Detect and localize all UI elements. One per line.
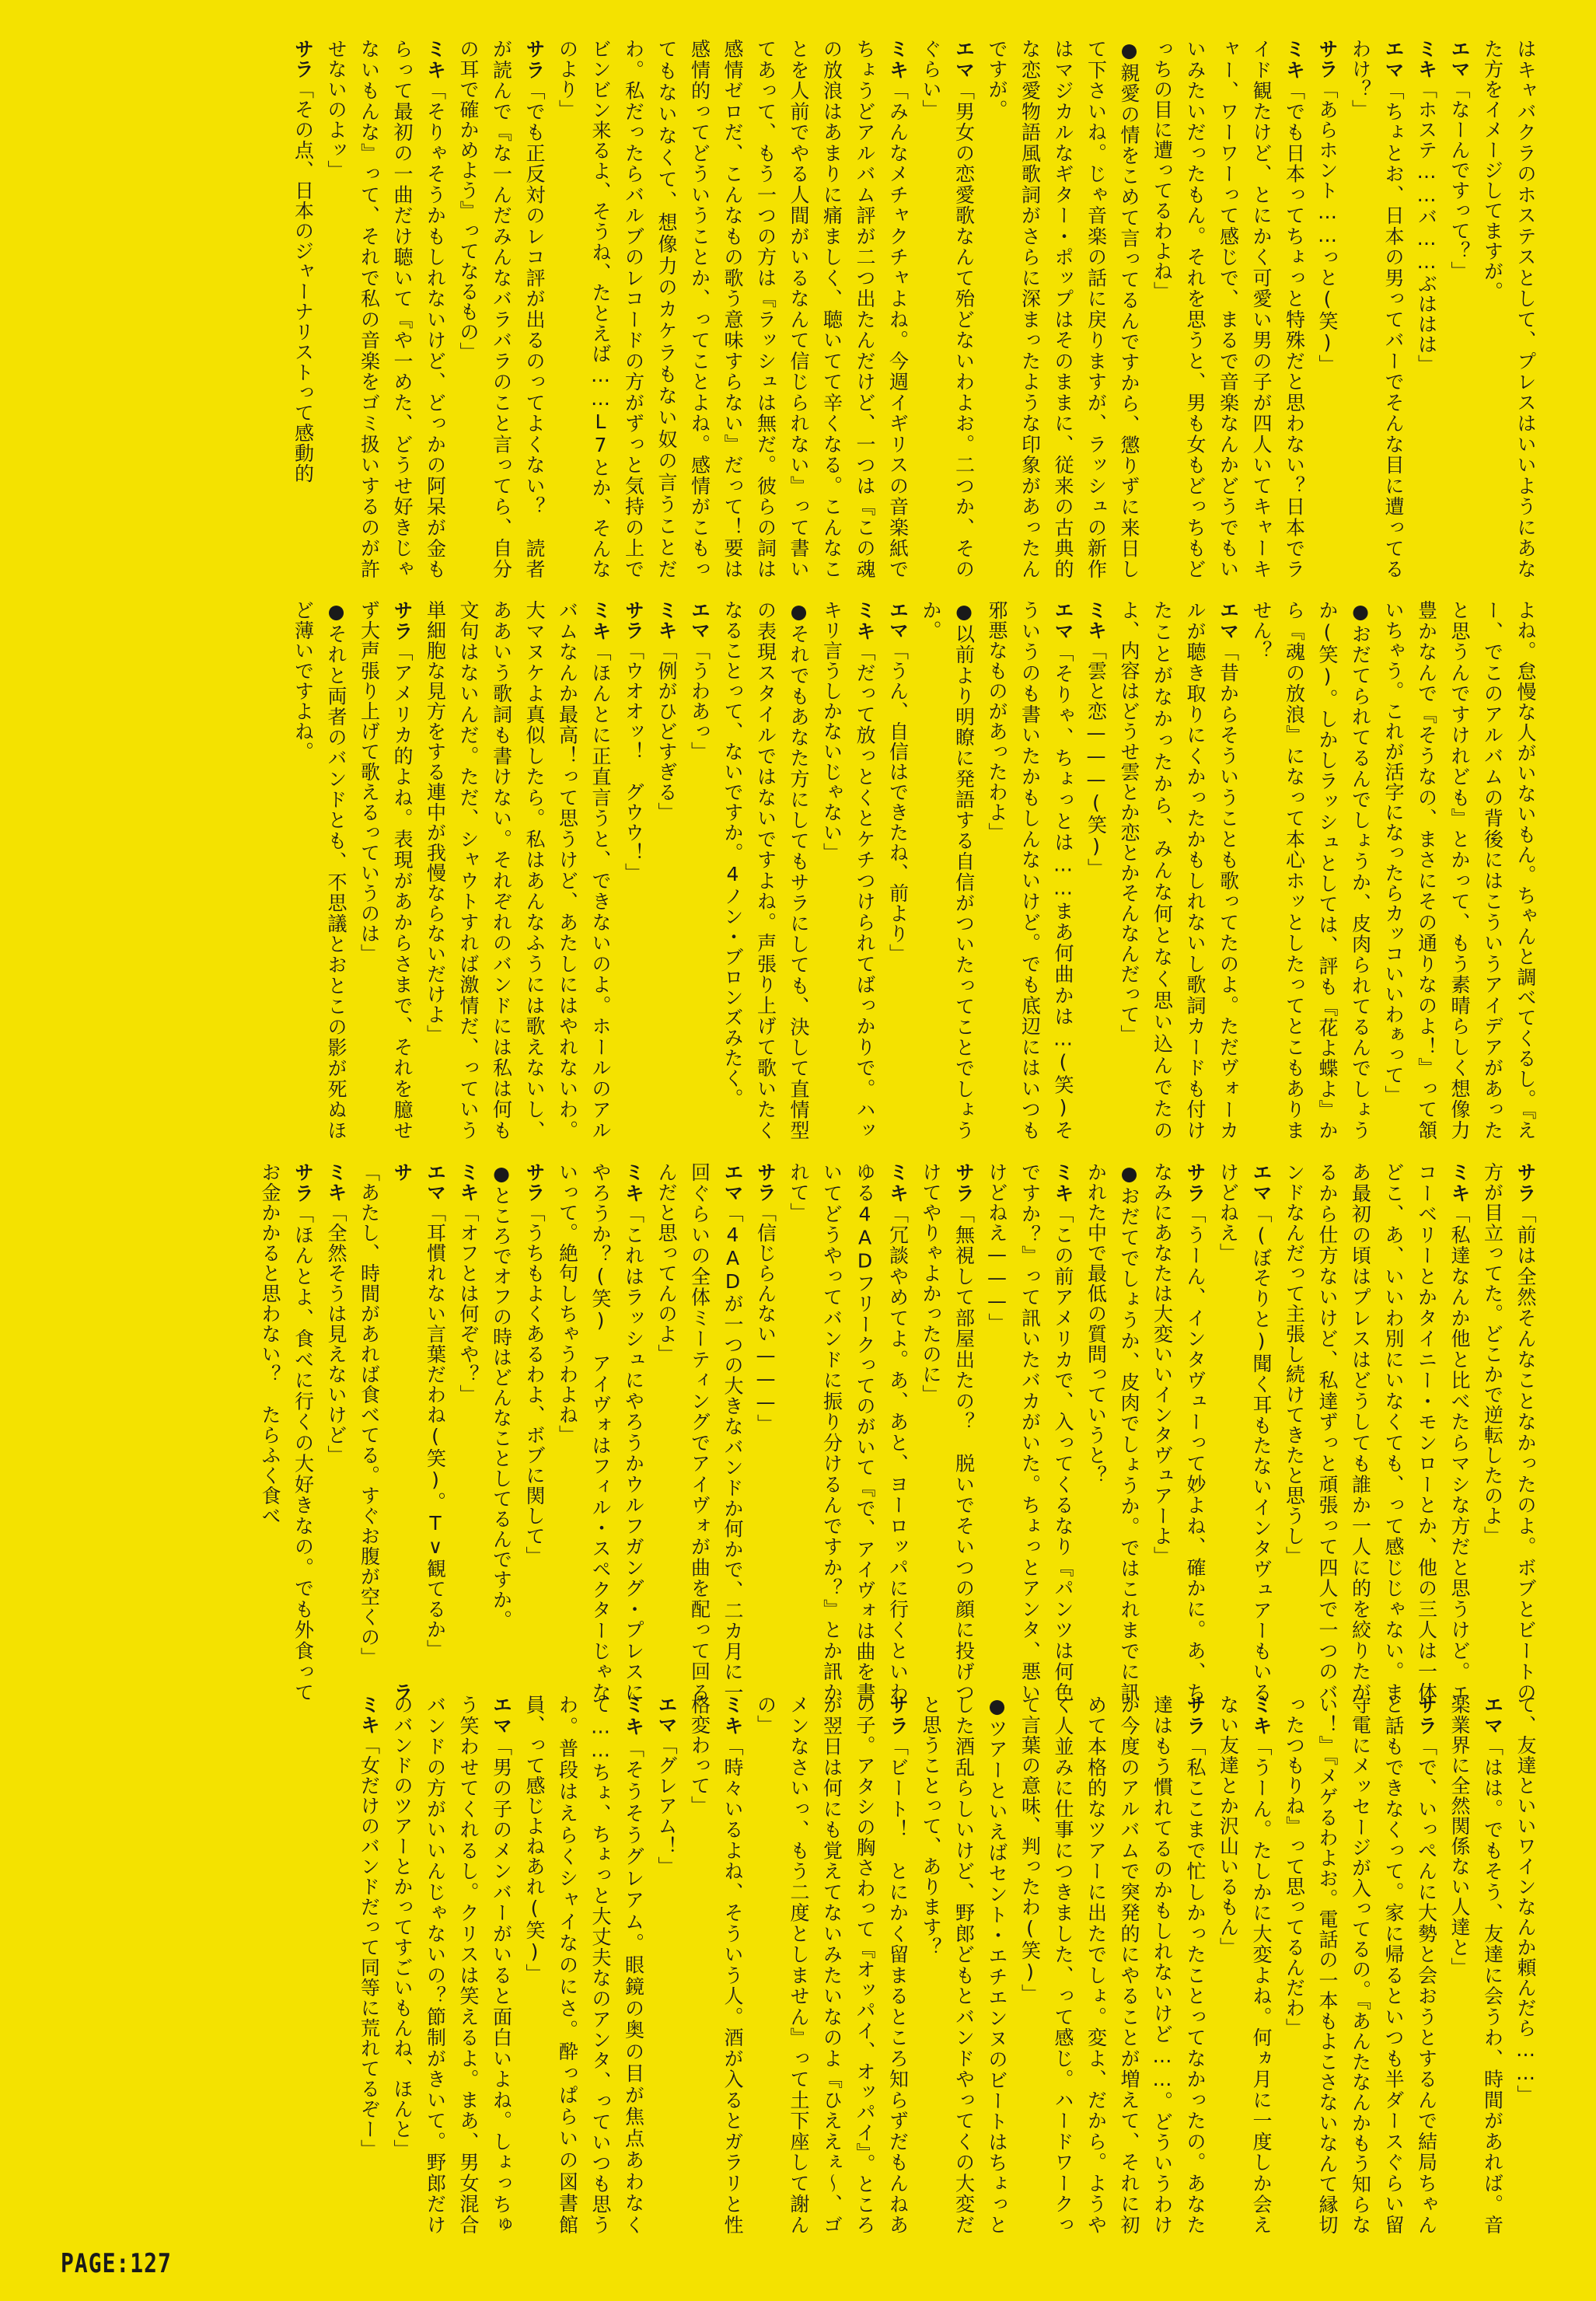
dialogue-line — [1079, 600, 1112, 1140]
dialogue-line — [749, 1162, 782, 1702]
speaker-name: エマ — [1481, 1695, 1504, 1737]
speaker-name: サラ — [391, 1162, 414, 1702]
paragraph-text: ●ツアーといえばセント・エチエンヌのビートはちょっとした酒乱らしいけど、野郎どもとバンドやってくの大変だと思うことって、あります？ — [920, 1695, 1008, 2235]
speaker-name: ミキ — [589, 600, 612, 642]
speaker-name: エマ — [1052, 600, 1074, 643]
paragraph-text: 「冗談やめてよ。あ、あと、ヨーロッパに行くといわゆる4ADフリークってのがいて『で、アイヴォは曲を書いてどうやってバンドに振り分けるんですか？』とか訊かれて」 — [788, 1162, 910, 1702]
paragraph-text: 「ほんとよ、食べに行くの大好きなの。でも外食ってお金かかると思わない？ たらふく食べ — [259, 1162, 315, 1702]
paragraph-text: 「無視して部屋出たの？ 脱いでそいつの顔に投げつけてやりゃよかったのに」 — [920, 1162, 976, 1702]
interviewer-line — [1245, 600, 1377, 1140]
speaker-name: サラ — [952, 1162, 976, 1204]
dialogue-line — [980, 1162, 1080, 1702]
page-number: PAGE:127 — [61, 2248, 172, 2279]
dialogue-line — [1211, 1695, 1277, 2235]
paragraph-text: 「全然そうは見えないけど」 — [325, 1203, 347, 1465]
dialogue-line — [352, 600, 418, 1140]
dialogue-line — [616, 600, 650, 1140]
paragraph-text: ●ところでオフの時はどんなことしてるんですか。 — [490, 1162, 513, 1630]
interviewer-line — [1377, 600, 1542, 1140]
speaker-name: ミキ — [886, 39, 910, 81]
paragraph-text: 「うーん、インタヴューって妙よね、確かに。あ、ちなみにあなたは大変いいインタヴュアーよ」 — [1151, 1162, 1207, 1702]
paragraph-text: ●おだてられてるんでしょうか、皮肉られてるんでしょうか(笑)。しかしラッシュとしては、評も『花よ蝶よ』から『魂の放浪』になって本心ホッとしたってとこもありません？ — [1250, 600, 1372, 1140]
paragraph-text: 「男の子のメンバーがいると面白いよね。しょっちゅう笑わせてくれるし。クリスは笑えるよ。まあ、男女混合バンドの方がいいんじゃないの？節制がきいて。野郎だけのバンドのツアーとかってすごいもんね、ほんと」 — [391, 1695, 513, 2235]
speaker-name: ミキ — [1283, 39, 1306, 81]
dialogue-line — [650, 600, 683, 1140]
paragraph-text: 「私達なんか他と比べたらマシな方だと思うけど。エコーベリーとかタイニー・モンローとか、他の三人は一体どこ、あ、いいわ別にいなくても、って感じじゃない。まあ最初の頃はプレスはどうしても誰か一人に的を絞りたがるから仕方ないけど、私達ずっと頑張って四人で一つのバンドなんだって主張し続けてきたと思うし」 — [1283, 1162, 1471, 1702]
paragraph-text: はキャバクラのホステスとして、プレスはいいようにあなた方をイメージしてますが。 — [1481, 39, 1537, 579]
dialogue-line — [1145, 39, 1311, 579]
paragraph-text: 「男女の恋愛歌なんて殆どないわよお。二つか、そのぐらい」 — [920, 39, 976, 579]
speaker-name: エマ — [1382, 39, 1405, 81]
dialogue-line — [1409, 39, 1443, 579]
speaker-name: ミキ — [325, 1162, 347, 1203]
speaker-name: サラ — [1184, 1695, 1207, 1737]
speaker-name: エマ — [721, 1162, 744, 1203]
speaker-name: ミキ — [1448, 1162, 1471, 1204]
dialogue-line — [550, 1162, 650, 1702]
speaker-name: サラ — [1415, 1695, 1438, 1737]
paragraph-text: 「でも正反対のレコ評が出るのってよくない？ 読者が読んで『な一んだみんなバラバラのこと言ってら、自分の耳で確かめよう』ってなるもの」 — [457, 39, 546, 579]
dialogue-line — [418, 600, 616, 1140]
paragraph-text: 「うん、自信はできたね、前より」 — [886, 641, 910, 964]
interviewer-line — [484, 1162, 518, 1702]
paragraph-text: 「これはラッシュにやろうかウルフガング・プレスにやろうか？(笑) アイヴォはフィル・スペクターじゃないって。絶句しちゃうわよね」 — [556, 1162, 645, 1702]
dialogue-line — [253, 1162, 320, 1702]
interviewer-line — [1079, 1162, 1145, 1702]
article-tier-1 — [49, 39, 1542, 579]
paragraph-text: 「時々いるよね、そういう人。酒が入るとガラリと性格変わって」 — [688, 1695, 744, 2235]
dialogue-line — [683, 1695, 749, 2235]
paragraph-text: 「そうそうグレアム。眼鏡の奥の目が焦点あわなくて……ちょ、ちょっと大丈夫なのアンタ、っていつも思うわ。普段はえらくシャイなのにさ。酔っぱらいの図書館員、って感じよねあれ(笑)」 — [523, 1695, 645, 2235]
dialogue-line — [1013, 1695, 1211, 2235]
speaker-name: サラ — [754, 1162, 777, 1203]
speaker-name: エマ — [1250, 1162, 1273, 1203]
paragraph-text: 「ビート！ とにかく留まるところ知らずだもんねあの子。アタシの胸さわって『オッパイ、オッパイ』。ところが翌日は何にも覚えてないみたいなのよ『ひええぇ〜、ゴメンなさいっ、もう二度としません』って土下座して謝んの」 — [754, 1695, 910, 2235]
dialogue-line — [1343, 39, 1409, 579]
dialogue-line — [452, 39, 551, 579]
speaker-name: ミキ — [424, 39, 447, 81]
speaker-name: サラ — [1316, 39, 1339, 79]
paragraph-text: 「で、いっぺんに大勢と会おうとするんで結局ちゃんと話もできなくって。家に帰るといつも半ダースぐらい留守電にメッセージが入ってるの。『あんたなんかもう知らない！』『メゲるわよお。電話の一本もよこさないなんて縁切ったつもりね』って思ってるんだわ」 — [1283, 1695, 1438, 2235]
speaker-name: サラ — [391, 600, 414, 642]
paragraph-text: 「アメリカ的よね。表現があからさまで、それを臆せず大声張り上げて歌えるっていうのは」 — [358, 600, 414, 1140]
speaker-name: ミキ — [622, 1162, 645, 1204]
dialogue-line — [1443, 1695, 1509, 2235]
paragraph-text: 「この前アメリカで、入ってくるなり『パンツは何色ですか？』って訊いたバカがいた。ちょっとアンタ、悪いけどねえ———」 — [986, 1162, 1074, 1702]
speaker-name: エマ — [886, 600, 910, 641]
paragraph-text: 「私ここまで忙しかったことってなかったの。あなた達はもう慣れてるのかもしれないけど……。どういうわけか今度のアルバムで突発的にやることが増えて、それに初めて本格的なツアーに出たでしょ。変よ、だから。ようやく人並みに仕事につきました、って感じ。ハードワークって言葉の意味、判ったわ(笑)」 — [1018, 1695, 1207, 2235]
dialogue-line — [914, 39, 980, 579]
dialogue-line — [650, 1162, 749, 1702]
dialogue-line — [815, 600, 881, 1140]
dialogue-line — [1112, 600, 1245, 1140]
paragraph-text: ●以前より明瞭に発語する自信がついたってことでしょうか。 — [920, 600, 976, 1140]
speaker-name: ミキ — [358, 1695, 381, 1735]
paragraph-text: ●それと両者のバンドとも、不思議とおとこの影が死ぬほど薄いですよね。 — [292, 600, 347, 1140]
dialogue-line — [418, 1162, 452, 1702]
speaker-name: ミキ — [721, 1695, 744, 1737]
paragraph-text: 「うちもよくあるわよ、ボブに関して」 — [523, 1203, 546, 1566]
speaker-name: サラ — [1184, 1162, 1207, 1204]
speaker-name: サラ — [1514, 1162, 1537, 1204]
dialogue-line — [1443, 39, 1476, 579]
paragraph-text: 「昔からそういうことも歌ってたのよ。ただヴォーカルが聴き取りにくかったかもしれないし歌詞カードも付けたことがなかったから、みんな何となく思い込んでたのよ、内容はどうせ雲とか恋とかそんなんだって」 — [1118, 600, 1240, 1140]
dialogue-line — [881, 600, 914, 1140]
paragraph-text: 「そりゃそうかもしれないけど、どっかの阿呆が金もらって最初の一曲だけ聴いて『や一めた、どうせ好きじゃないもんな』って、それで私の音楽をゴミ扱いするのが許せないのよッ」 — [325, 39, 447, 579]
paragraph-text: 「ホステ……バ……ぶははは」 — [1415, 79, 1438, 375]
paragraph-text: 「例がひどすぎる」 — [655, 641, 678, 822]
paragraph-text: 「うわあっ」 — [688, 641, 711, 762]
article-tier-2 — [49, 600, 1542, 1140]
article-tier-3 — [49, 1162, 1542, 1702]
dialogue-line — [518, 1695, 650, 2235]
speaker-name: エマ — [490, 1695, 513, 1737]
paragraph-text: 「そりゃ、ちょっとは……まあ何曲かは…(笑)そういうのも書いたかもしんないけど。でも底辺にはいつも邪悪なものがあったわよ」 — [986, 600, 1074, 1140]
paragraph-text: 「あたし、時間があれば食べてる。すぐお腹が空くの」 — [358, 1162, 381, 1667]
article-tier-4 — [49, 1695, 1542, 2235]
speaker-name: エマ — [424, 1162, 447, 1203]
paragraph-text: 「(ぼそりと)聞く耳もたないインタヴュアーもいるけどねえ」 — [1217, 1162, 1273, 1702]
speaker-name: サラ — [886, 1695, 910, 1737]
paragraph-text: よね。怠慢な人がいないもん。ちゃんと調べてくるし。『えー、でこのアルバムの背後にはこういうアイデアがあったと思うんですけれども』とかって、もう素晴らしく想像力豊かなんで『そうなの、まさにその通りなのよ！』って頷いちゃう。これが活字になったらカッコいいわぁって」 — [1382, 600, 1537, 1140]
dialogue-line — [980, 600, 1080, 1140]
paragraph-text: ●それでもあなた方にしてもサラにしても、決して直情型の表現スタイルではないですよね。声張り上げて歌いたくなることって、ないですか。4ノン・ブロンズみたく。 — [721, 600, 810, 1140]
speaker-name: サラ — [292, 1162, 315, 1204]
speaker-name: ミキ — [622, 1695, 645, 1738]
paragraph-text: 「女だけのバンドだって同等に荒れてるぞー」 — [358, 1735, 381, 2160]
paragraph-text: 「なーんですって？」 — [1448, 79, 1471, 281]
speaker-name: サラ — [292, 39, 315, 79]
speaker-name: ミキ — [1250, 1695, 1273, 1737]
speaker-name: ミキ — [1052, 1162, 1074, 1204]
dialogue-line — [1277, 1695, 1443, 2235]
dialogue-line — [1145, 1162, 1211, 1702]
paragraph-text: 「うーん。たしかに大変よね。何ヵ月に一度しか会えない友達とか沢山いるもん」 — [1217, 1695, 1273, 2235]
speaker-name: ミキ — [457, 1162, 480, 1203]
speaker-name: エマ — [1217, 600, 1240, 642]
interviewer-line — [914, 1695, 1014, 2235]
dialogue-line — [320, 1162, 353, 1702]
dialogue-line — [452, 1162, 485, 1702]
paragraph-text: 「はは。でもそう、友達に会うわ、時間があれば。音楽業界に全然関係ない人達と」 — [1448, 1695, 1504, 2235]
paragraph-text: て、友達といいワインなんか頼んだら……」 — [1514, 1695, 1537, 2105]
dialogue-line — [352, 1695, 386, 2235]
paragraph-text: 「信じらんない———」 — [754, 1203, 777, 1434]
interviewer-line — [1476, 39, 1542, 579]
dialogue-line — [683, 600, 716, 1140]
paragraph-text: ●親愛の情をこめて言ってるんですから、懲りずに来日して下さいね。じゃ音楽の話に戻りますが、ラッシュの新作はマジカルなギター・ポップはそのままに、従来の古典的な恋愛物語風歌詞がさらに深まったような印象があったんですが。 — [986, 39, 1140, 579]
interviewer-line — [286, 600, 352, 1140]
interviewer-line — [1509, 1695, 1542, 2235]
speaker-name: エマ — [655, 1695, 678, 1735]
paragraph-text: 「ウオオッ！ グウウ！」 — [622, 641, 645, 883]
speaker-name: エマ — [1448, 39, 1471, 79]
paragraph-text: 「前は全然そんなことなかったのよ。ボブとビートの方が目立ってた。どこかで逆転したのよ」 — [1481, 1162, 1537, 1702]
paragraph-text: 「オフとは何ぞや？」 — [457, 1203, 480, 1405]
dialogue-line — [518, 1162, 551, 1702]
dialogue-line — [650, 1695, 683, 2235]
interviewer-line — [716, 600, 815, 1140]
paragraph-text: 「でも日本ってちょっと特殊だと思わない？日本でライド観たけど、とにかく可愛い男の子が四人いてキャーキャー、ワーワーって感じで、まるで音楽なんかどうでもいいみたいだったもん。それを思うと、男も女もどっちもどっちの目に遭ってるわよね」 — [1151, 39, 1306, 579]
paragraph-text: 「ほんとに正直言うと、できないのよ。ホールのアルバムなんか最高！って思うけど、あたしにはやれないわ。大マヌケよ真似したら。私はあんなふうには歌えないし、ああいう歌詞も書けない。それぞれのバンドには私は何も文句はないんだ。ただ、シャウトすれば激情だ、っていう単細胞な見方をする連中が我慢ならないだけよ」 — [424, 600, 612, 1140]
interviewer-line — [914, 600, 980, 1140]
dialogue-line — [914, 1162, 980, 1702]
speaker-name: エマ — [952, 39, 976, 81]
dialogue-line — [352, 1162, 418, 1702]
paragraph-text: ●おだてでしょうか、皮肉でしょうか。ではこれまでに訊かれた中で最低の質問っていうと？ — [1084, 1162, 1140, 1702]
paragraph-text: 「ちょとお、日本の男ってバーでそんな目に遭ってるわけ？」 — [1349, 39, 1405, 579]
speaker-name: サラ — [523, 1162, 546, 1203]
dialogue-line — [749, 1695, 914, 2235]
speaker-name: ミキ — [886, 1162, 910, 1204]
speaker-name: ミキ — [1415, 39, 1438, 79]
paragraph-text: 「グレアム！」 — [655, 1735, 678, 1877]
speaker-name: ミキ — [1084, 600, 1108, 641]
dialogue-line — [550, 39, 914, 579]
speaker-name: サラ — [523, 39, 546, 81]
paragraph-text: 「みんなメチャクチャよね。今週イギリスの音楽紙でちょうどアルバム評が二つ出たんだけど、一つは『この魂の放浪はあまりに痛ましく、聴いてて辛くなる。こんなことを人前でやる人間がいるなんて信じられない』って書いてあって、もう一つの方は『ラッシュは無だ。彼らの詞は感情ゼロだ、こんなもの歌う意味すらない』だって！要は感情的ってどういうことか、ってことよね。感情がこもってもないなくて、想像力のカケラもない奴の言うことだわ。私だったらバルブのレコードの方がずっと気持の上でビンビン来るよ、そうね、たとえば……L7とか、そんなのより」 — [556, 39, 910, 579]
paragraph-text: 「あらホント……っと(笑)」 — [1316, 79, 1339, 375]
paragraph-text: 「4ADが一つの大きなバンドか何かで、二カ月に一回ぐらいの全体ミーティングでアイヴォが曲を配って回るんだと思ってんのよ」 — [655, 1162, 744, 1702]
dialogue-line — [320, 39, 452, 579]
dialogue-line — [1476, 1162, 1542, 1702]
dialogue-line — [782, 1162, 914, 1702]
speaker-name: ミキ — [854, 600, 876, 642]
interviewer-line — [980, 39, 1146, 579]
paragraph-text: 「その点、日本のジャーナリストって感動的 — [292, 79, 315, 484]
paragraph-text: 「だって放っとくとケチつけられてばっかりで。ハッキリ言うしかないじゃない」 — [820, 600, 876, 1140]
dialogue-line — [1277, 1162, 1476, 1702]
speaker-name: エマ — [688, 600, 711, 641]
speaker-name: サラ — [622, 600, 645, 641]
dialogue-line — [286, 39, 320, 579]
dialogue-line — [386, 1695, 518, 2235]
paragraph-text: 「雲と恋———(笑)」 — [1084, 641, 1108, 878]
dialogue-line — [1211, 1162, 1277, 1702]
paragraph-text: 「耳慣れない言葉だわね(笑)。T∨観てるか」 — [424, 1203, 447, 1660]
speaker-name: ミキ — [655, 600, 678, 641]
dialogue-line — [1311, 39, 1344, 579]
